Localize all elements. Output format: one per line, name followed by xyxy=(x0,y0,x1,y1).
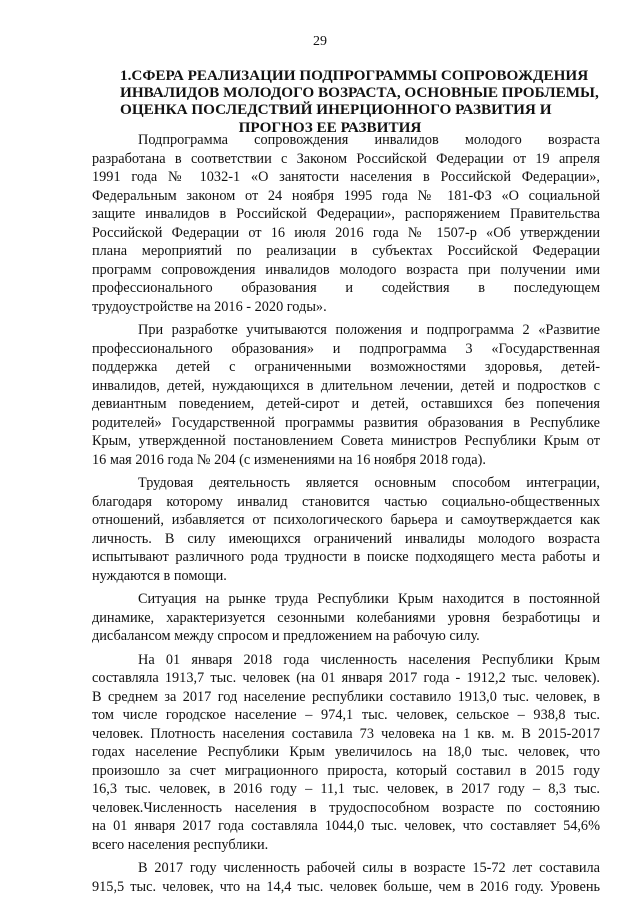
paragraph-line: профессионального образования» и подпрограмма 3 «Государственная xyxy=(92,340,600,357)
paragraph-line: произошло за счет миграционного прироста, который составил в 2015 году xyxy=(92,762,600,779)
paragraph-line: На 01 января 2018 года численность населения Республики Крым xyxy=(138,651,600,668)
paragraph-line: Российской Федерации от 16 июля 2016 года № 1507-р «Об утверждении xyxy=(92,224,600,241)
heading-line: ИНВАЛИДОВ МОЛОДОГО ВОЗРАСТА, ОСНОВНЫЕ ПРОБЛЕМЫ, xyxy=(120,84,599,102)
paragraph-line: В среднем за 2017 год население республики составило 1913,0 тыс. человек, в xyxy=(92,688,600,705)
paragraph-line: Крым, утвержденной постановлением Совета министров Республики Крым от xyxy=(92,433,600,449)
section-heading xyxy=(120,67,599,136)
paragraph-line: разработана в соответствии с Законом Российской Федерации от 19 апреля xyxy=(92,150,600,167)
paragraph-line: девиантным поведением, детей-сирот и детей, оставшихся без попечения xyxy=(92,396,600,412)
paragraph xyxy=(92,474,600,585)
paragraph-line: том числе городское население – 974,1 тыс. человек, сельское – 938,8 тыс. xyxy=(92,707,600,723)
paragraph-line: человек.Численность населения в трудоспособном возрасте по состоянию xyxy=(92,799,600,816)
document-body xyxy=(92,131,600,901)
paragraph-line: дисбалансом между спросом и предложением на рабочую силу. xyxy=(92,628,480,644)
paragraph-line: Подпрограмма сопровождения инвалидов молодого возраста xyxy=(138,132,600,148)
paragraph-line: личность. В силу имеющихся ограничений инвалиды молодого возраста xyxy=(92,530,600,547)
paragraph-line: 915,5 тыс. человек, что на 14,4 тыс. человек больше, чем в 2016 году. Уровень xyxy=(92,878,600,895)
paragraph-line: При разработке учитываются положения и подпрограмма 2 «Развитие xyxy=(138,322,600,338)
paragraph-line: поддержка детей с ограниченными возможностями здоровья, детей- xyxy=(92,359,600,375)
paragraph-line: составляла 1913,7 тыс. человек (на 01 января 2017 года - 1912,2 тыс. человек). xyxy=(92,670,600,686)
paragraph-line: 1991 года № 1032-1 «О занятости населения в Российской Федерации», xyxy=(92,169,600,185)
paragraph-line: испытывают различного рода трудности в поиске подходящего места работы и xyxy=(92,549,600,565)
paragraph-line: 16,3 тыс. человек, в 2016 году – 11,1 тыс. человек, в 2017 году – 8,3 тыс. xyxy=(92,781,600,797)
paragraph-line: всего населения республики. xyxy=(92,836,269,853)
paragraph-line: на 01 января 2017 года составляла 1044,0 тыс. человек, что составляет 54,6% xyxy=(92,818,600,834)
paragraph-line: защите инвалидов в Российской Федерации», распоряжением Правительства xyxy=(92,206,600,222)
paragraph-line: профессионального образования и содействия в последующем xyxy=(92,280,600,296)
paragraph-line: отношений, избавляется от психологического барьера и самоутверждается как xyxy=(92,512,600,528)
paragraph xyxy=(92,651,600,855)
paragraph-line: нуждаются в помощи. xyxy=(92,567,227,584)
heading-line: ОЦЕНКА ПОСЛЕДСТВИЙ ИНЕРЦИОННОГО РАЗВИТИЯ И xyxy=(120,101,552,119)
paragraph-line: инвалидов, детей, нуждающихся в длительном лечении, детей и подростков с xyxy=(92,377,600,394)
heading-line: 1.СФЕРА РЕАЛИЗАЦИИ ПОДПРОГРАММЫ СОПРОВОЖДЕНИЯ xyxy=(120,67,589,84)
paragraph-line: В 2017 году численность рабочей силы в возрасте 15-72 лет составила xyxy=(138,860,600,876)
paragraph-line: Федеральным законом от 24 ноября 1995 года № 181-ФЗ «О социальной xyxy=(92,187,600,204)
paragraph-line: плана мероприятий по реализации в субъектах Российской Федерации xyxy=(92,243,600,259)
paragraph xyxy=(92,321,600,469)
paragraph-line: благодаря которому инвалид становится частью социально-общественных xyxy=(92,493,600,510)
paragraph-line: родителей» Государственной программы развития образования в Республике xyxy=(92,414,600,431)
paragraph-line: динамике, характеризуется сезонными колебаниями уровня безработицы и xyxy=(92,609,600,626)
page-number: 29 xyxy=(313,34,327,49)
paragraph-line: человек. Плотность населения составила 73 человека на 1 кв. м. В 2015-2017 xyxy=(92,725,600,742)
paragraph-line: 16 мая 2016 года № 204 (с изменениями на 16 ноября 2018 года). xyxy=(92,451,486,468)
paragraph-line: Трудовая деятельность является основным способом интеграции, xyxy=(138,475,600,491)
paragraph-line: программ сопровождения инвалидов молодого возраста при получении ими xyxy=(92,261,600,278)
paragraph-line: Ситуация на рынке труда Республики Крым находится в постоянной xyxy=(138,591,600,607)
paragraph xyxy=(92,859,600,896)
paragraph-line: годах население Республики Крым увеличилось на 18,0 тыс. человек, что xyxy=(92,744,600,760)
paragraph xyxy=(92,590,600,646)
heading-line: ПРОГНОЗ ЕЕ РАЗВИТИЯ xyxy=(238,118,422,136)
paragraph xyxy=(92,131,600,316)
paragraph-line: трудоустройстве на 2016 - 2020 годы». xyxy=(92,298,327,315)
